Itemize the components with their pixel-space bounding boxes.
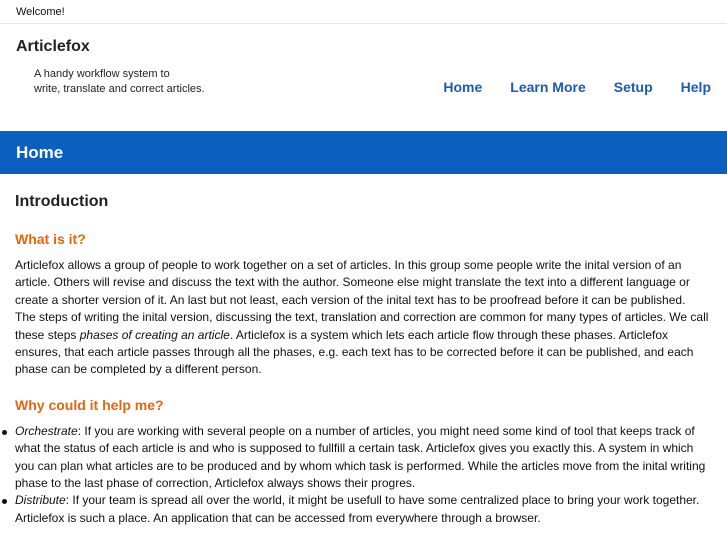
tagline-line-2: write, translate and correct articles. bbox=[34, 83, 205, 95]
top-bar bbox=[0, 0, 727, 24]
nav-learn-more-link[interactable]: Learn More bbox=[510, 79, 586, 95]
what-paragraph-1: Articlefox allows a group of people to work together on a set of articles. In this group some people write the inital version of an article. Others will revise and discuss the text with the author. Someone else might translate the text into a different language or create a shorter version of it. An last but not least, each version of the inital text has to be proofread before it can be published. bbox=[15, 258, 690, 307]
what-p2-start: The steps of writing the inital version, discussing the text, translation and correction are common for many types of articles. We call these steps bbox=[15, 310, 709, 342]
benefits-list bbox=[15, 423, 715, 527]
nav-setup-link[interactable]: Setup bbox=[613, 79, 653, 95]
benefit-text: : If you are working with several people on a number of articles, you might need some kind of tool that keeps track of what the status of each article is and who is supposed to fullfill a certain task. Articlefox gives you exactly this. A system in which you can plan what articles are to be produced and by whom which task is performed. While the articles move from the inital writing phase to the last phase of correction, Articlefox always shows their progres. bbox=[15, 423, 706, 491]
list-item bbox=[15, 492, 715, 527]
benefit-text: : If your team is spread all over the world, it might be usefull to have some centralized place to bring your work together. Articlefox is such a place. An application that can be accessed from everywhere through a browser. bbox=[15, 493, 700, 525]
what-p2-emphasis: phases of creating an article bbox=[79, 327, 230, 342]
what-p2-end: . Articlefox is a system which lets each article flow through these phases. Articlefox ensures, that each article passes through all the phases, e.g. each text has to be corrected before it can be published, and each phase can be completed by a different person. bbox=[15, 327, 694, 377]
benefit-term: Distribute bbox=[15, 493, 66, 508]
site-title[interactable]: Articlefox bbox=[16, 38, 90, 55]
page-banner: Home bbox=[0, 131, 727, 174]
what-is-it-heading: What is it? bbox=[15, 231, 86, 247]
main-navigation bbox=[415, 79, 711, 95]
list-item bbox=[15, 423, 715, 493]
welcome-text: Welcome! bbox=[16, 6, 65, 18]
nav-home-link[interactable]: Home bbox=[443, 79, 483, 95]
why-heading: Why could it help me? bbox=[15, 396, 164, 413]
what-paragraph-2 bbox=[15, 309, 715, 379]
benefit-term: Orchestrate bbox=[15, 423, 78, 438]
nav-help-link[interactable]: Help bbox=[680, 79, 711, 95]
section-heading: Introduction bbox=[15, 193, 109, 210]
site-tagline bbox=[34, 67, 205, 97]
tagline-line-1: A handy workflow system to bbox=[34, 68, 170, 80]
main-content bbox=[15, 193, 715, 527]
